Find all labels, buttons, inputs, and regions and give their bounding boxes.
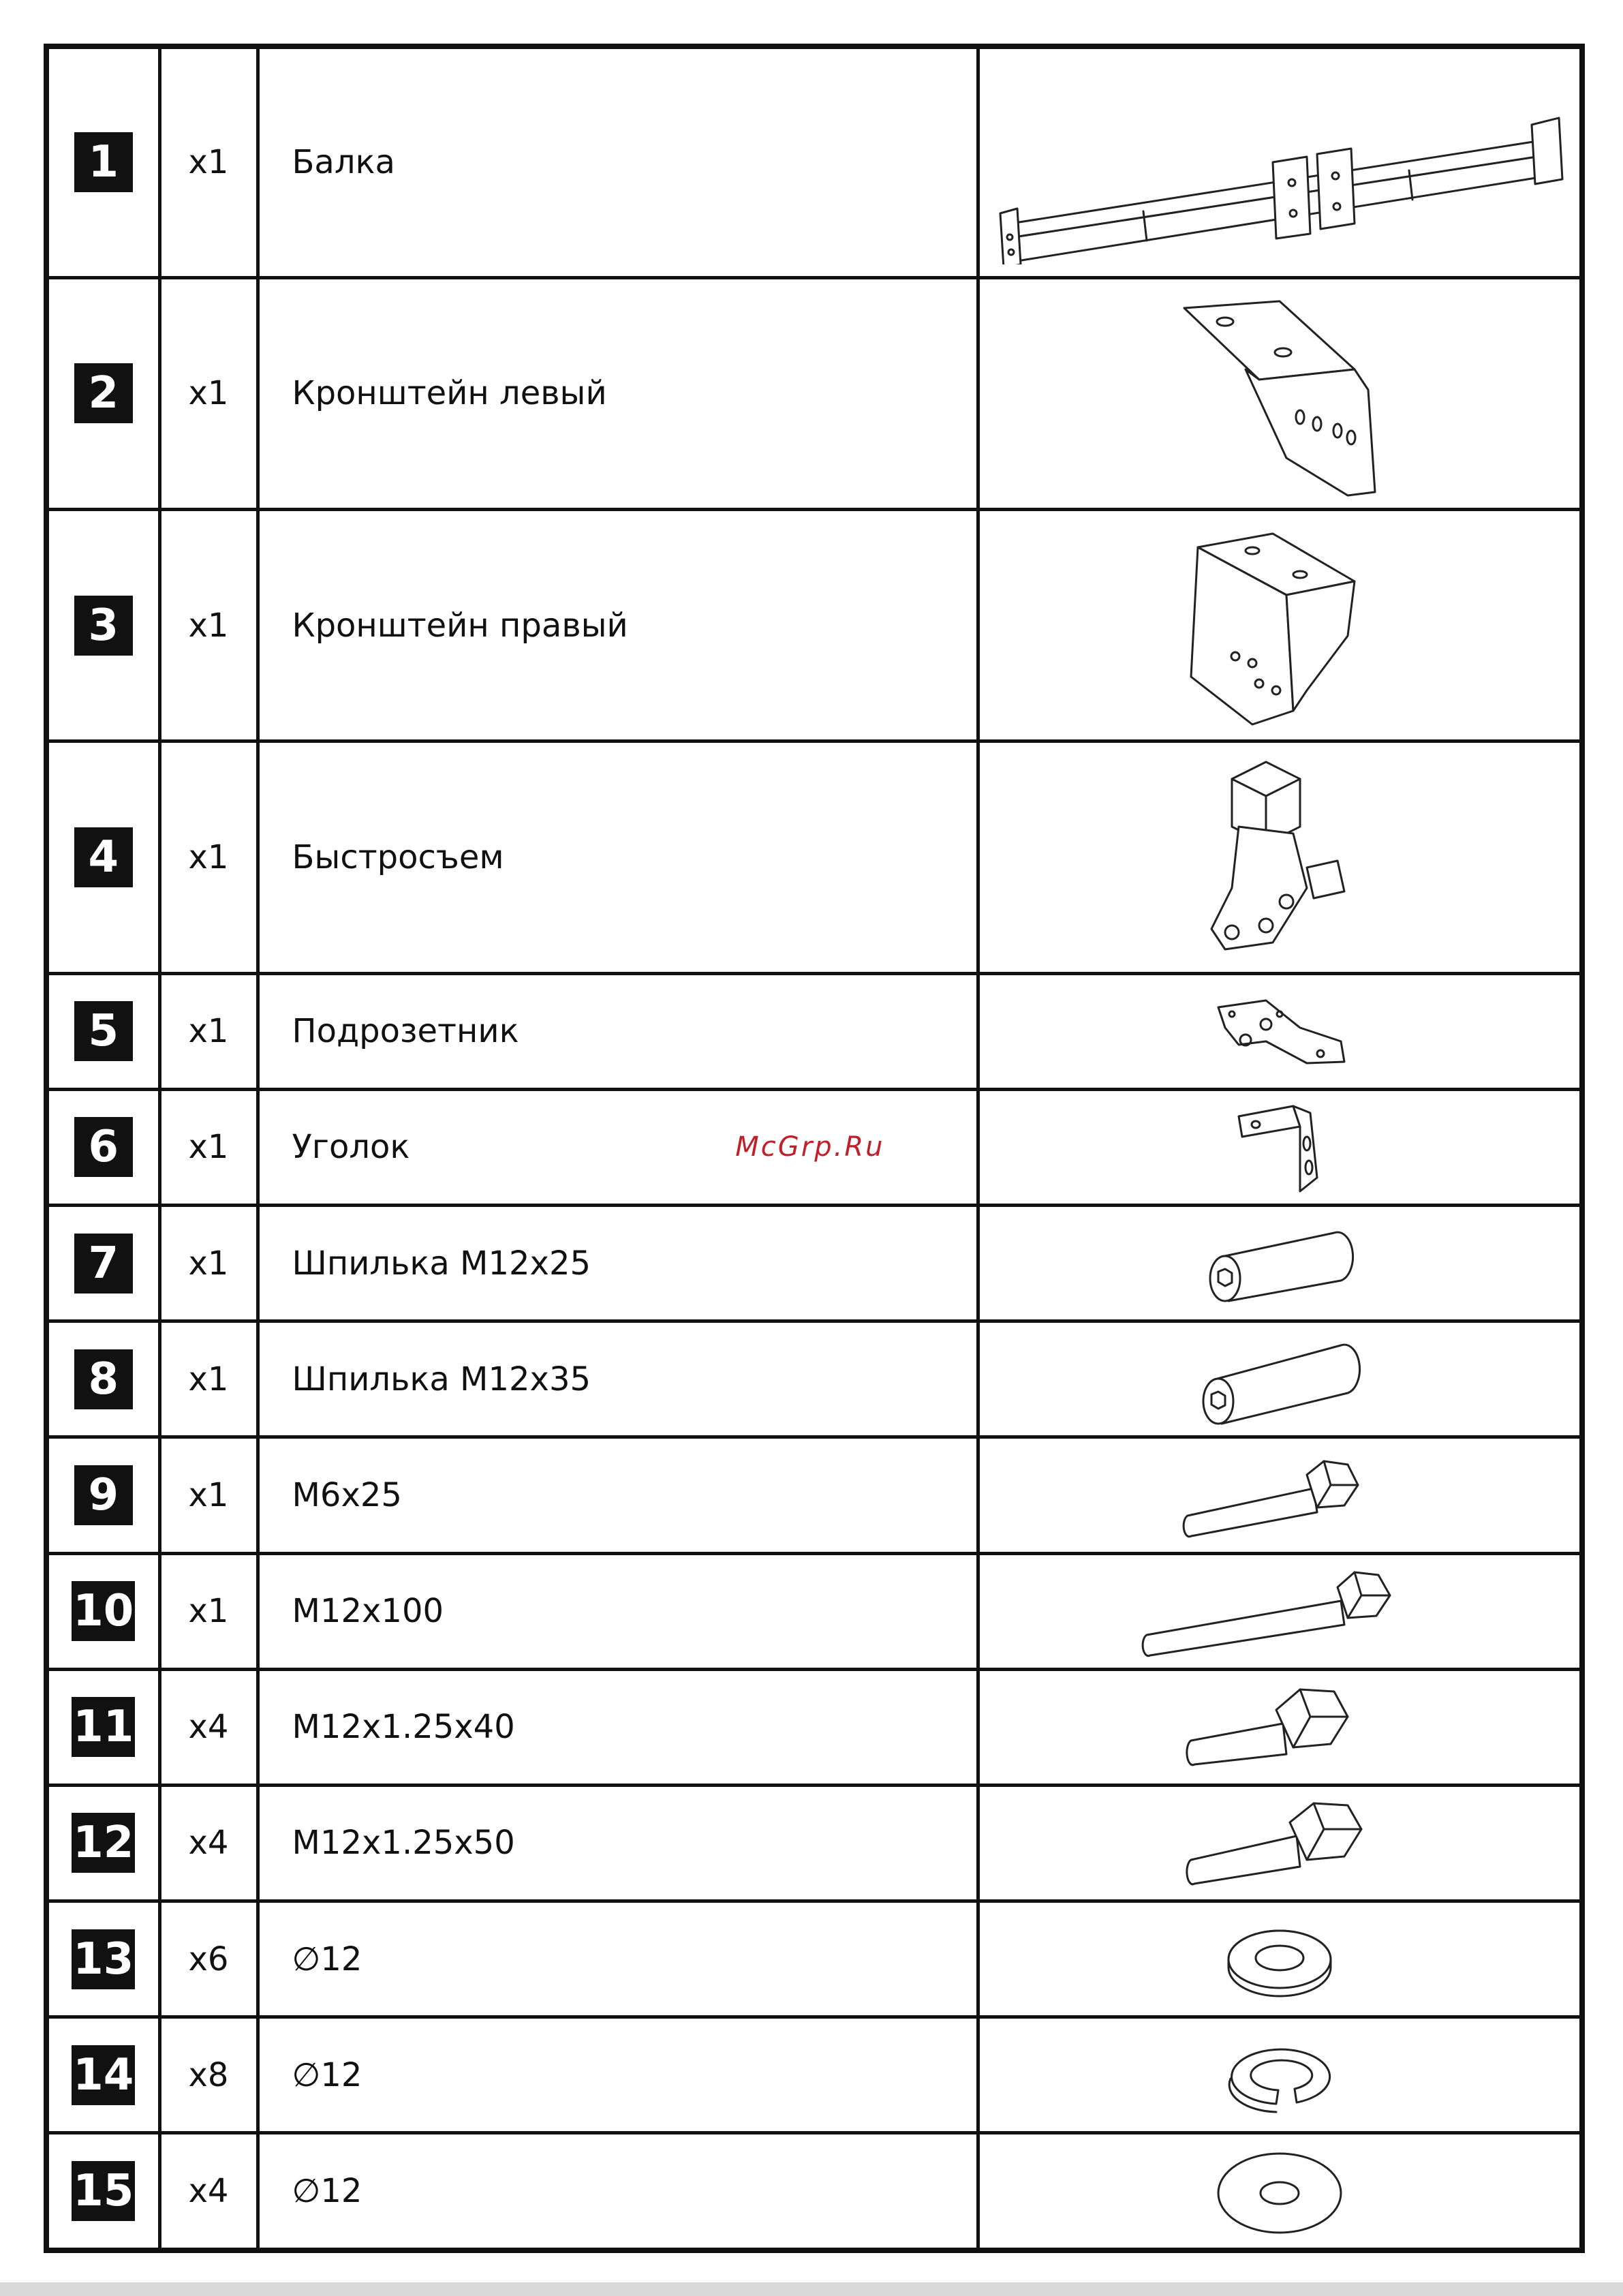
table-row	[46, 1785, 1582, 1901]
part-number-cell	[46, 973, 159, 1089]
part-number-cell	[46, 1785, 159, 1901]
table-row	[46, 1553, 1582, 1669]
part-number-badge: 15	[72, 2161, 135, 2221]
part-name: Кронштейн правый	[258, 510, 978, 741]
part-number-badge: 10	[72, 1581, 135, 1641]
bolt-icon	[1181, 1679, 1378, 1775]
part-illustration-cell	[978, 1437, 1582, 1553]
part-quantity: x1	[159, 741, 258, 973]
part-illustration-cell	[978, 973, 1582, 1089]
part-number-cell	[46, 1089, 159, 1205]
table-row	[46, 1669, 1582, 1785]
part-name: М6х25	[258, 1437, 978, 1553]
table-row	[46, 277, 1582, 509]
left-bracket-icon	[1143, 288, 1416, 499]
socket-plate-icon	[1205, 987, 1355, 1075]
spring-washer-icon	[1211, 2027, 1348, 2123]
part-name-text: Уголок	[292, 1128, 410, 1167]
part-name: М12х100	[258, 1553, 978, 1669]
part-illustration-cell	[978, 1785, 1582, 1901]
stud-icon	[1191, 1332, 1368, 1427]
table-row	[46, 2133, 1582, 2250]
part-number-badge: 11	[72, 1697, 135, 1757]
part-quantity: x4	[159, 1669, 258, 1785]
part-name: Подрозетник	[258, 973, 978, 1089]
part-number-badge: 2	[74, 363, 133, 423]
part-number-cell	[46, 741, 159, 973]
part-illustration-cell	[978, 1901, 1582, 2017]
part-number-cell	[46, 1901, 159, 2017]
part-name: Быстросъем	[258, 741, 978, 973]
flat-washer-icon	[1211, 1912, 1348, 2007]
part-illustration-cell	[978, 277, 1582, 509]
part-illustration-cell	[978, 510, 1582, 741]
part-name: М12х1.25х50	[258, 1785, 978, 1901]
right-bracket-icon	[1171, 520, 1389, 731]
part-name: М12х1.25х40	[258, 1669, 978, 1785]
part-number-cell	[46, 277, 159, 509]
part-quantity: x6	[159, 1901, 258, 2017]
parts-table	[44, 44, 1585, 2253]
tow-beam-icon	[987, 60, 1573, 264]
part-quantity: x1	[159, 277, 258, 509]
part-quantity: x1	[159, 1321, 258, 1437]
part-number-cell	[46, 1437, 159, 1553]
table-row	[46, 1089, 1582, 1205]
watermark: McGrp.Ru	[735, 1131, 885, 1163]
part-number-badge: 8	[74, 1349, 133, 1409]
stud-icon	[1198, 1216, 1361, 1311]
part-number-cell	[46, 2133, 159, 2250]
part-number-badge: 3	[74, 596, 133, 656]
part-number-badge: 1	[74, 132, 133, 192]
part-name: ∅12	[258, 1901, 978, 2017]
long-bolt-icon	[1137, 1560, 1423, 1662]
part-name: ∅12	[258, 2017, 978, 2133]
page-footer-strip	[0, 2282, 1623, 2296]
part-quantity: x1	[159, 1553, 258, 1669]
part-illustration-cell	[978, 1321, 1582, 1437]
part-quantity: x4	[159, 1785, 258, 1901]
part-number-badge: 5	[74, 1001, 133, 1061]
part-quantity: x1	[159, 973, 258, 1089]
part-number-cell	[46, 1321, 159, 1437]
part-name	[258, 1089, 978, 1205]
part-quantity: x1	[159, 510, 258, 741]
table-row	[46, 973, 1582, 1089]
quick-release-icon	[1191, 752, 1368, 963]
part-illustration-cell	[978, 1089, 1582, 1205]
part-quantity: x1	[159, 1206, 258, 1321]
angle-bracket-icon	[1225, 1096, 1334, 1198]
part-number-cell	[46, 1553, 159, 1669]
wide-washer-icon	[1205, 2140, 1355, 2242]
bolt-icon	[1177, 1448, 1382, 1543]
part-illustration-cell	[978, 1206, 1582, 1321]
part-number-badge: 13	[72, 1929, 135, 1989]
table-row	[46, 1901, 1582, 2017]
part-number-badge: 4	[74, 827, 133, 887]
part-number-cell	[46, 510, 159, 741]
part-illustration-cell	[978, 1669, 1582, 1785]
bolt-icon	[1181, 1795, 1378, 1891]
part-quantity: x8	[159, 2017, 258, 2133]
part-number-badge: 7	[74, 1234, 133, 1294]
part-name: Шпилька М12х25	[258, 1206, 978, 1321]
part-number-badge: 14	[72, 2045, 135, 2105]
part-name: Балка	[258, 46, 978, 277]
part-name: Шпилька М12х35	[258, 1321, 978, 1437]
part-number-cell	[46, 46, 159, 277]
table-row	[46, 510, 1582, 741]
table-row	[46, 46, 1582, 277]
part-illustration-cell	[978, 2017, 1582, 2133]
part-name: ∅12	[258, 2133, 978, 2250]
part-illustration-cell	[978, 2133, 1582, 2250]
part-number-cell	[46, 1669, 159, 1785]
part-number-cell	[46, 2017, 159, 2133]
part-number-badge: 6	[74, 1117, 133, 1177]
table-row	[46, 2017, 1582, 2133]
part-number-cell	[46, 1206, 159, 1321]
part-quantity: x4	[159, 2133, 258, 2250]
part-quantity: x1	[159, 1089, 258, 1205]
part-illustration-cell	[978, 741, 1582, 973]
part-name: Кронштейн левый	[258, 277, 978, 509]
part-illustration-cell	[978, 1553, 1582, 1669]
part-number-badge: 12	[72, 1813, 135, 1873]
table-row	[46, 1321, 1582, 1437]
part-number-badge: 9	[74, 1465, 133, 1525]
table-row	[46, 1437, 1582, 1553]
table-row	[46, 1206, 1582, 1321]
table-row	[46, 741, 1582, 973]
part-quantity: x1	[159, 46, 258, 277]
part-quantity: x1	[159, 1437, 258, 1553]
part-illustration-cell	[978, 46, 1582, 277]
